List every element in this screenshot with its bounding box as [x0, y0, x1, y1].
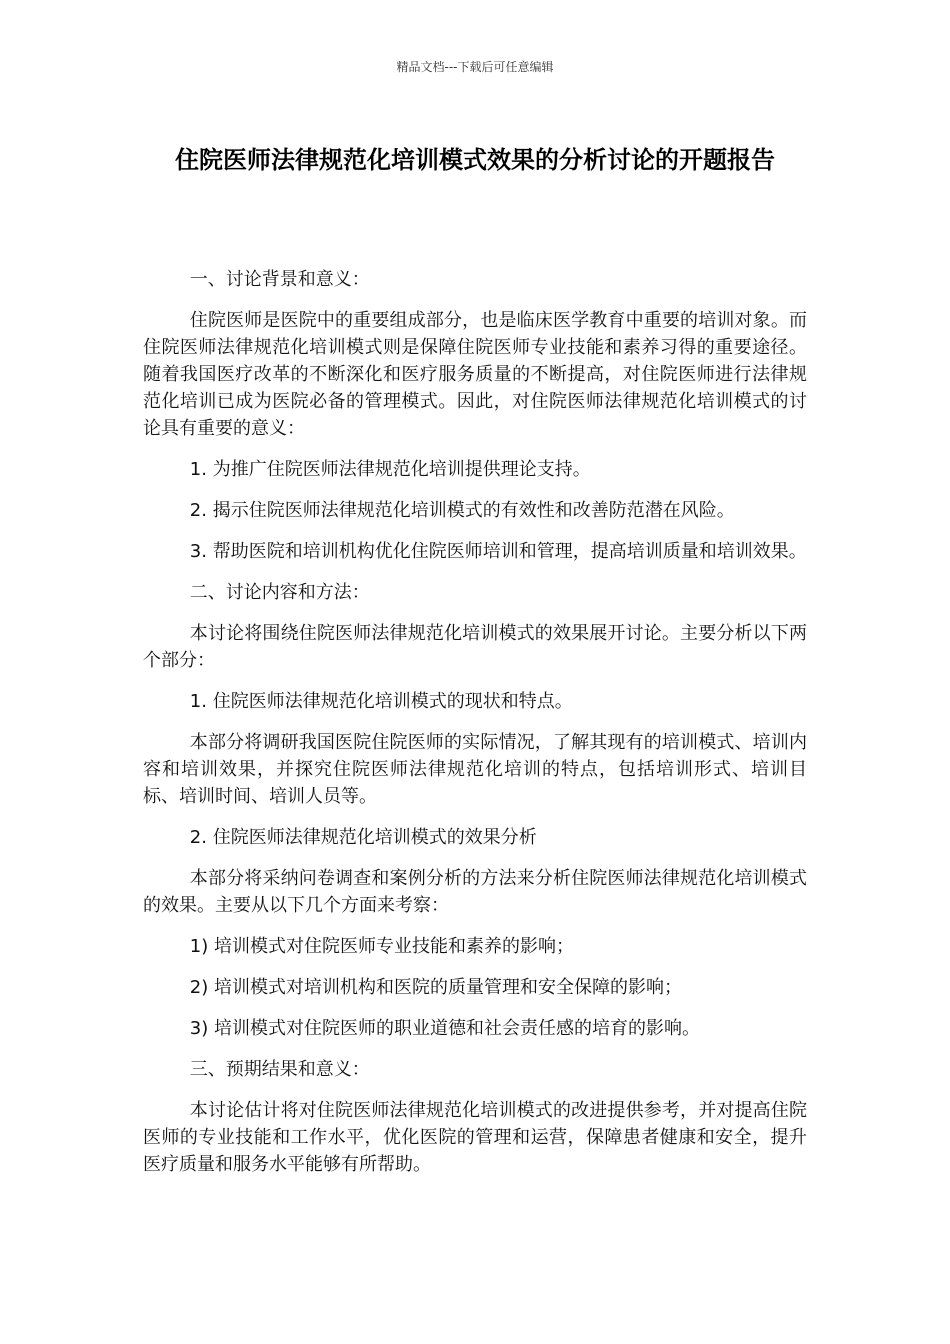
body-paragraph: 住院医师是医院中的重要组成部分，也是临床医学教育中重要的培训对象。而住院医师法律规范化培训模式则是保障住院医师专业技能和素养习得的重要途径。随着我国医疗改革的不断深化和医疗服务质量的不断提高，对住院医师进行法律规范化培训已成为医院必备的管理模式。因此，对住院医师法律规范化培训模式的讨论具有重要的意义： [143, 310, 807, 439]
header-note: 精品文档---下载后可任意编辑 [396, 60, 554, 74]
list-item: 2. 揭示住院医师法律规范化培训模式的有效性和改善防范潜在风险。 [189, 500, 735, 521]
body-paragraph: 本部分将采纳问卷调查和案例分析的方法来分析住院医师法律规范化培训模式的效果。主要从以下几个方面来考察： [143, 868, 807, 916]
list-item: 2) 培训模式对培训机构和医院的质量管理和安全保障的影响； [189, 977, 682, 998]
body-paragraph: 本讨论将围绕住院医师法律规范化培训模式的效果展开讨论。主要分析以下两个部分： [143, 623, 807, 671]
list-item: 1. 住院医师法律规范化培训模式的现状和特点。 [189, 691, 573, 712]
body-paragraph: 本部分将调研我国医院住院医师的实际情况，了解其现有的培训模式、培训内容和培训效果，并探究住院医师法律规范化培训的特点，包括培训形式、培训目标、培训时间、培训人员等。 [143, 732, 807, 807]
document-body [143, 266, 807, 1192]
list-item: 1) 培训模式对住院医师专业技能和素养的影响； [189, 936, 574, 957]
section-heading-content-method: 二、讨论内容和方法： [189, 582, 370, 603]
list-item: 3) 培训模式对住院医师的职业道德和社会责任感的培育的影响。 [189, 1018, 700, 1039]
list-item: 3. 帮助医院和培训机构优化住院医师培训和管理，提高培训质量和培训效果。 [189, 541, 807, 562]
section-heading-expected-results: 三、预期结果和意义： [189, 1059, 370, 1080]
list-item: 1. 为推广住院医师法律规范化培训提供理论支持。 [189, 459, 591, 480]
body-paragraph: 本讨论估计将对住院医师法律规范化培训模式的改进提供参考，并对提高住院医师的专业技能和工作水平，优化医院的管理和运营，保障患者健康和安全，提升医疗质量和服务水平能够有所帮助。 [143, 1100, 807, 1175]
section-heading-background: 一、讨论背景和意义： [189, 269, 370, 290]
document-title: 住院医师法律规范化培训模式效果的分析讨论的开题报告 [175, 146, 775, 174]
list-item: 2. 住院医师法律规范化培训模式的效果分析 [189, 827, 537, 848]
